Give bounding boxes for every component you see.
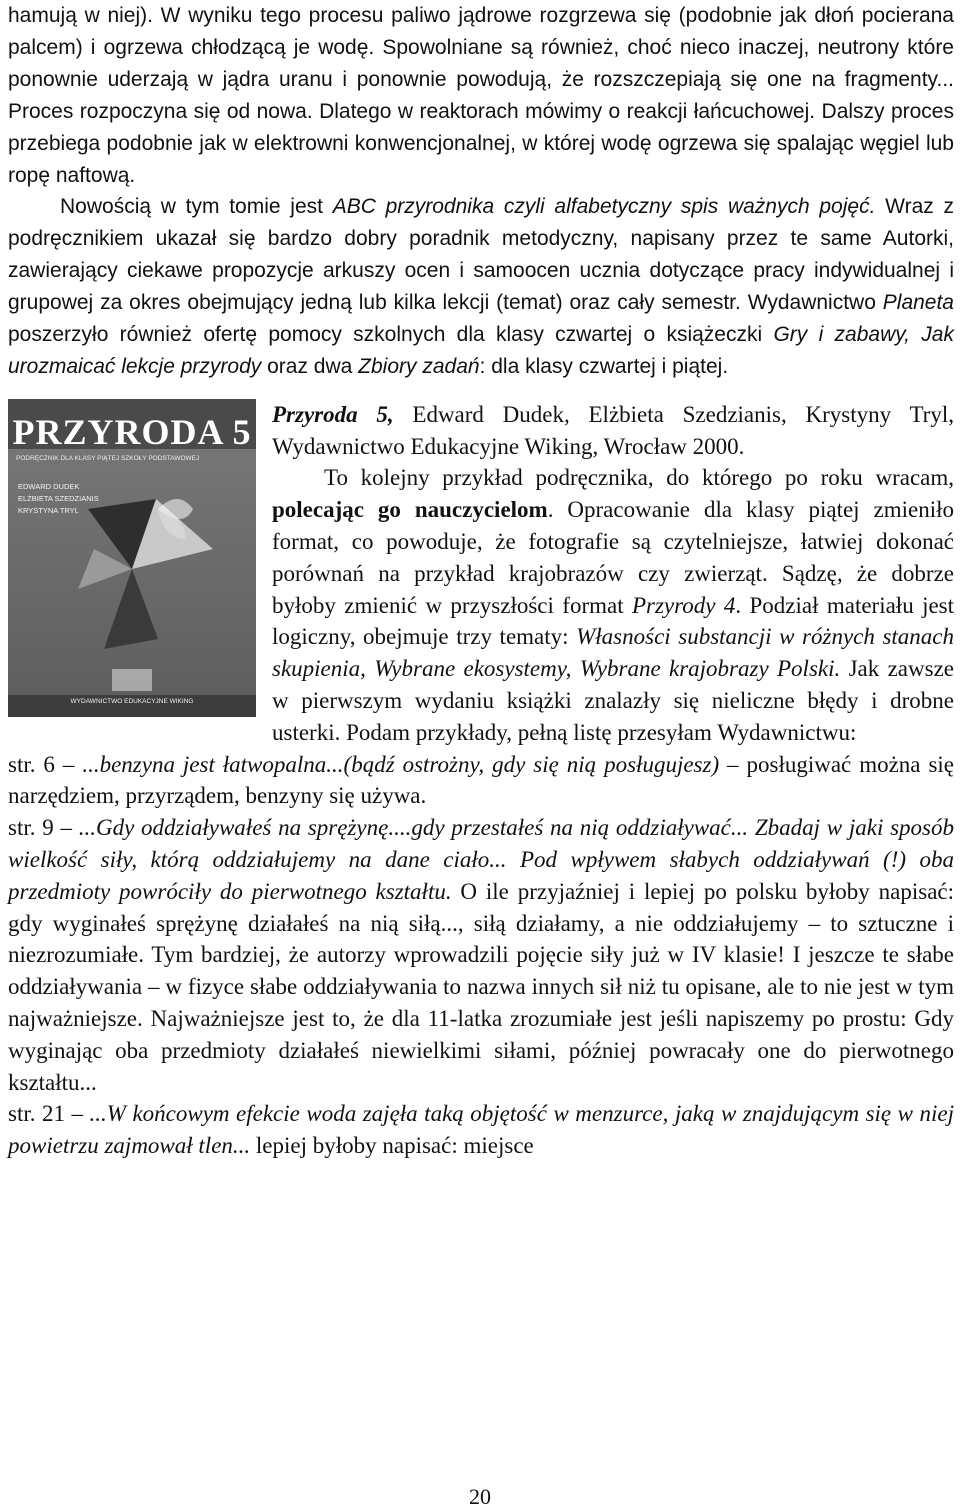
page-ref: str. 6 –	[8, 751, 83, 777]
errata-page-9	[8, 812, 954, 1098]
text-run: . Podział materiału jest logiczny, obejmuje trzy tematy:	[272, 592, 955, 650]
italic-topics: Własności substancji w różnych stanach skupienia, Wybrane ekosystemy, Wybrane krajobrazy Polski.	[272, 624, 954, 682]
text-run: oraz dwa	[261, 354, 359, 378]
errata-page-6	[8, 749, 954, 813]
quoted-text: ...Gdy oddziaływałeś na sprężynę....gdy przestałeś na nią oddziaływać... Zbadaj w jaki sposób wielkość siły, którą oddziałujemy na dane ciało... Pod wpływem słabych oddziaływań (!) oba przedmioty powróciły do pierwotnego kształtu.	[8, 815, 954, 904]
cover-publisher: WYDAWNICTWO EDUKACYJNE WIKING	[70, 697, 194, 705]
errata-page-21	[8, 1098, 954, 1162]
paragraph-nuclear-reaction	[8, 0, 954, 191]
text-run: Nowością w tym tomie jest	[60, 195, 333, 219]
text-run: To kolejny przykład podręcznika, do którego po roku wracam,	[324, 465, 954, 491]
text-run: . Opracowanie dla klasy piątej zmieniło format, co powoduje, że fotografie są czytelniejsze, łatwiej dokonać porównań na przykład krajobrazów czy zwierząt. Sądzę, że dobrze byłoby zmienić w przyszłości format	[272, 497, 954, 618]
paragraph-abc-naturalist	[8, 191, 954, 382]
quoted-text: ...W końcowym efekcie woda zajęła taką objętość w menzurce, jaką w znajdującym się w niej powietrzu zajmował tlen...	[8, 1101, 954, 1159]
quoted-text: ...benzyna jest łatwopalna...(bądź ostrożny, gdy się nią posługujesz) –	[82, 751, 747, 777]
cover-subtitle: PODRĘCZNIK DLA KLASY PIĄTEJ SZKOŁY PODSTAWOWEJ	[16, 454, 200, 462]
book-cover-image	[8, 399, 256, 717]
paragraph-text: hamują w niej). W wyniku tego procesu paliwo jądrowe rozgrzewa się (podobnie jak dłoń pocierana palcem) i ogrzewa chłodzącą je wodę. Spowolniane są również, choć nieco inaczej, neutrony które ponownie uderzają w jądra uranu i ponownie powodują, że rozszczepiają się one na fragmenty... Proces rozpoczyna się od nowa. Dlatego w reaktorach mówimy o reakcji łańcuchowej. Dalszy proces przebiega podobnie jak w elektrowni konwencjonalnej, w której wodę ogrzewa się spalając węgiel lub ropę naftową.	[8, 4, 954, 187]
text-run: : dla klasy czwartej i piątej.	[479, 354, 729, 378]
italic-booklet-titles: Gry i zabawy, Jak urozmaicać lekcje przyrody	[8, 323, 954, 378]
italic-title-abc: ABC przyrodnika czyli alfabetyczny spis ważnych pojęć.	[332, 195, 876, 219]
text-run: Wraz z podręcznikiem ukazał się bardzo dobry poradnik metodyczny, napisany przez te same Autorki, zawierający ciekawe propozycje arkuszy ocen i samoocen ucznia dotyczące pracy indywidualnej i grupowej za okres obejmujący jedną lub kilka lekcji (temat) oraz cały semestr. Wydawnictwo	[8, 195, 954, 315]
comment-text: posługiwać można się narzędziem, przyrządem, benzyny się używa.	[8, 751, 955, 809]
book-title: Przyroda 5,	[272, 401, 394, 427]
comment-text: O ile przyjaźniej i lepiej po polsku byłoby napisać: gdy wyginałeś sprężynę działałeś na nią siłą..., siłą działamy, a nie oddziałujemy – to sztuczne i niezrozumiałe. Tym bardziej, że autorzy wprowadzili pojęcie siły już w IV klasie! I jeszcze te słabe oddziaływania – w fizyce słabe oddziaływania to nazwa innych sił niż tu opisane, ale to nie jest w tym najważniejsze. Najważniejsze jest to, że dla 11-latka zrozumiałe jest jeśli napiszemy po prostu: Gdy wyginając oba przedmioty działałeś niewielkimi siłami, później powracały one do pierwotnego kształtu...	[8, 878, 955, 1095]
italic-publisher-name: Planeta	[882, 291, 954, 315]
text-run: poszerzyło również ofertę pomocy szkolnych dla klasy czwartej o książeczki	[8, 323, 774, 347]
page-ref: str. 9 –	[8, 815, 79, 841]
cover-title: PRZYRODA 5	[12, 411, 252, 452]
page-ref: str. 21 –	[8, 1101, 90, 1127]
italic-exercise-collections: Zbiory zadań	[358, 354, 480, 378]
document-page	[8, 0, 954, 1162]
page-number: 20	[469, 1484, 491, 1509]
text-run: Jak zawsze w pierwszym wydaniu książki znalazły się nieliczne błędy i drobne usterki. Podam przykłady, pełną listę przesyłam Wydawnictwu:	[272, 656, 954, 745]
citation-details: Edward Dudek, Elżbieta Szedzianis, Krystyny Tryl, Wydawnictwo Edukacyjne Wiking, Wrocław 2000.	[272, 401, 954, 459]
comment-text: lepiej byłoby napisać: miejsce	[250, 1133, 534, 1159]
cover-authors: EDWARD DUDEK ELŻBIETA SZEDZIANIS KRYSTYNA TRYL	[18, 481, 99, 515]
bold-recommendation: polecając go nauczycielom	[272, 497, 548, 523]
italic-book-name: Przyrody 4	[631, 592, 736, 618]
